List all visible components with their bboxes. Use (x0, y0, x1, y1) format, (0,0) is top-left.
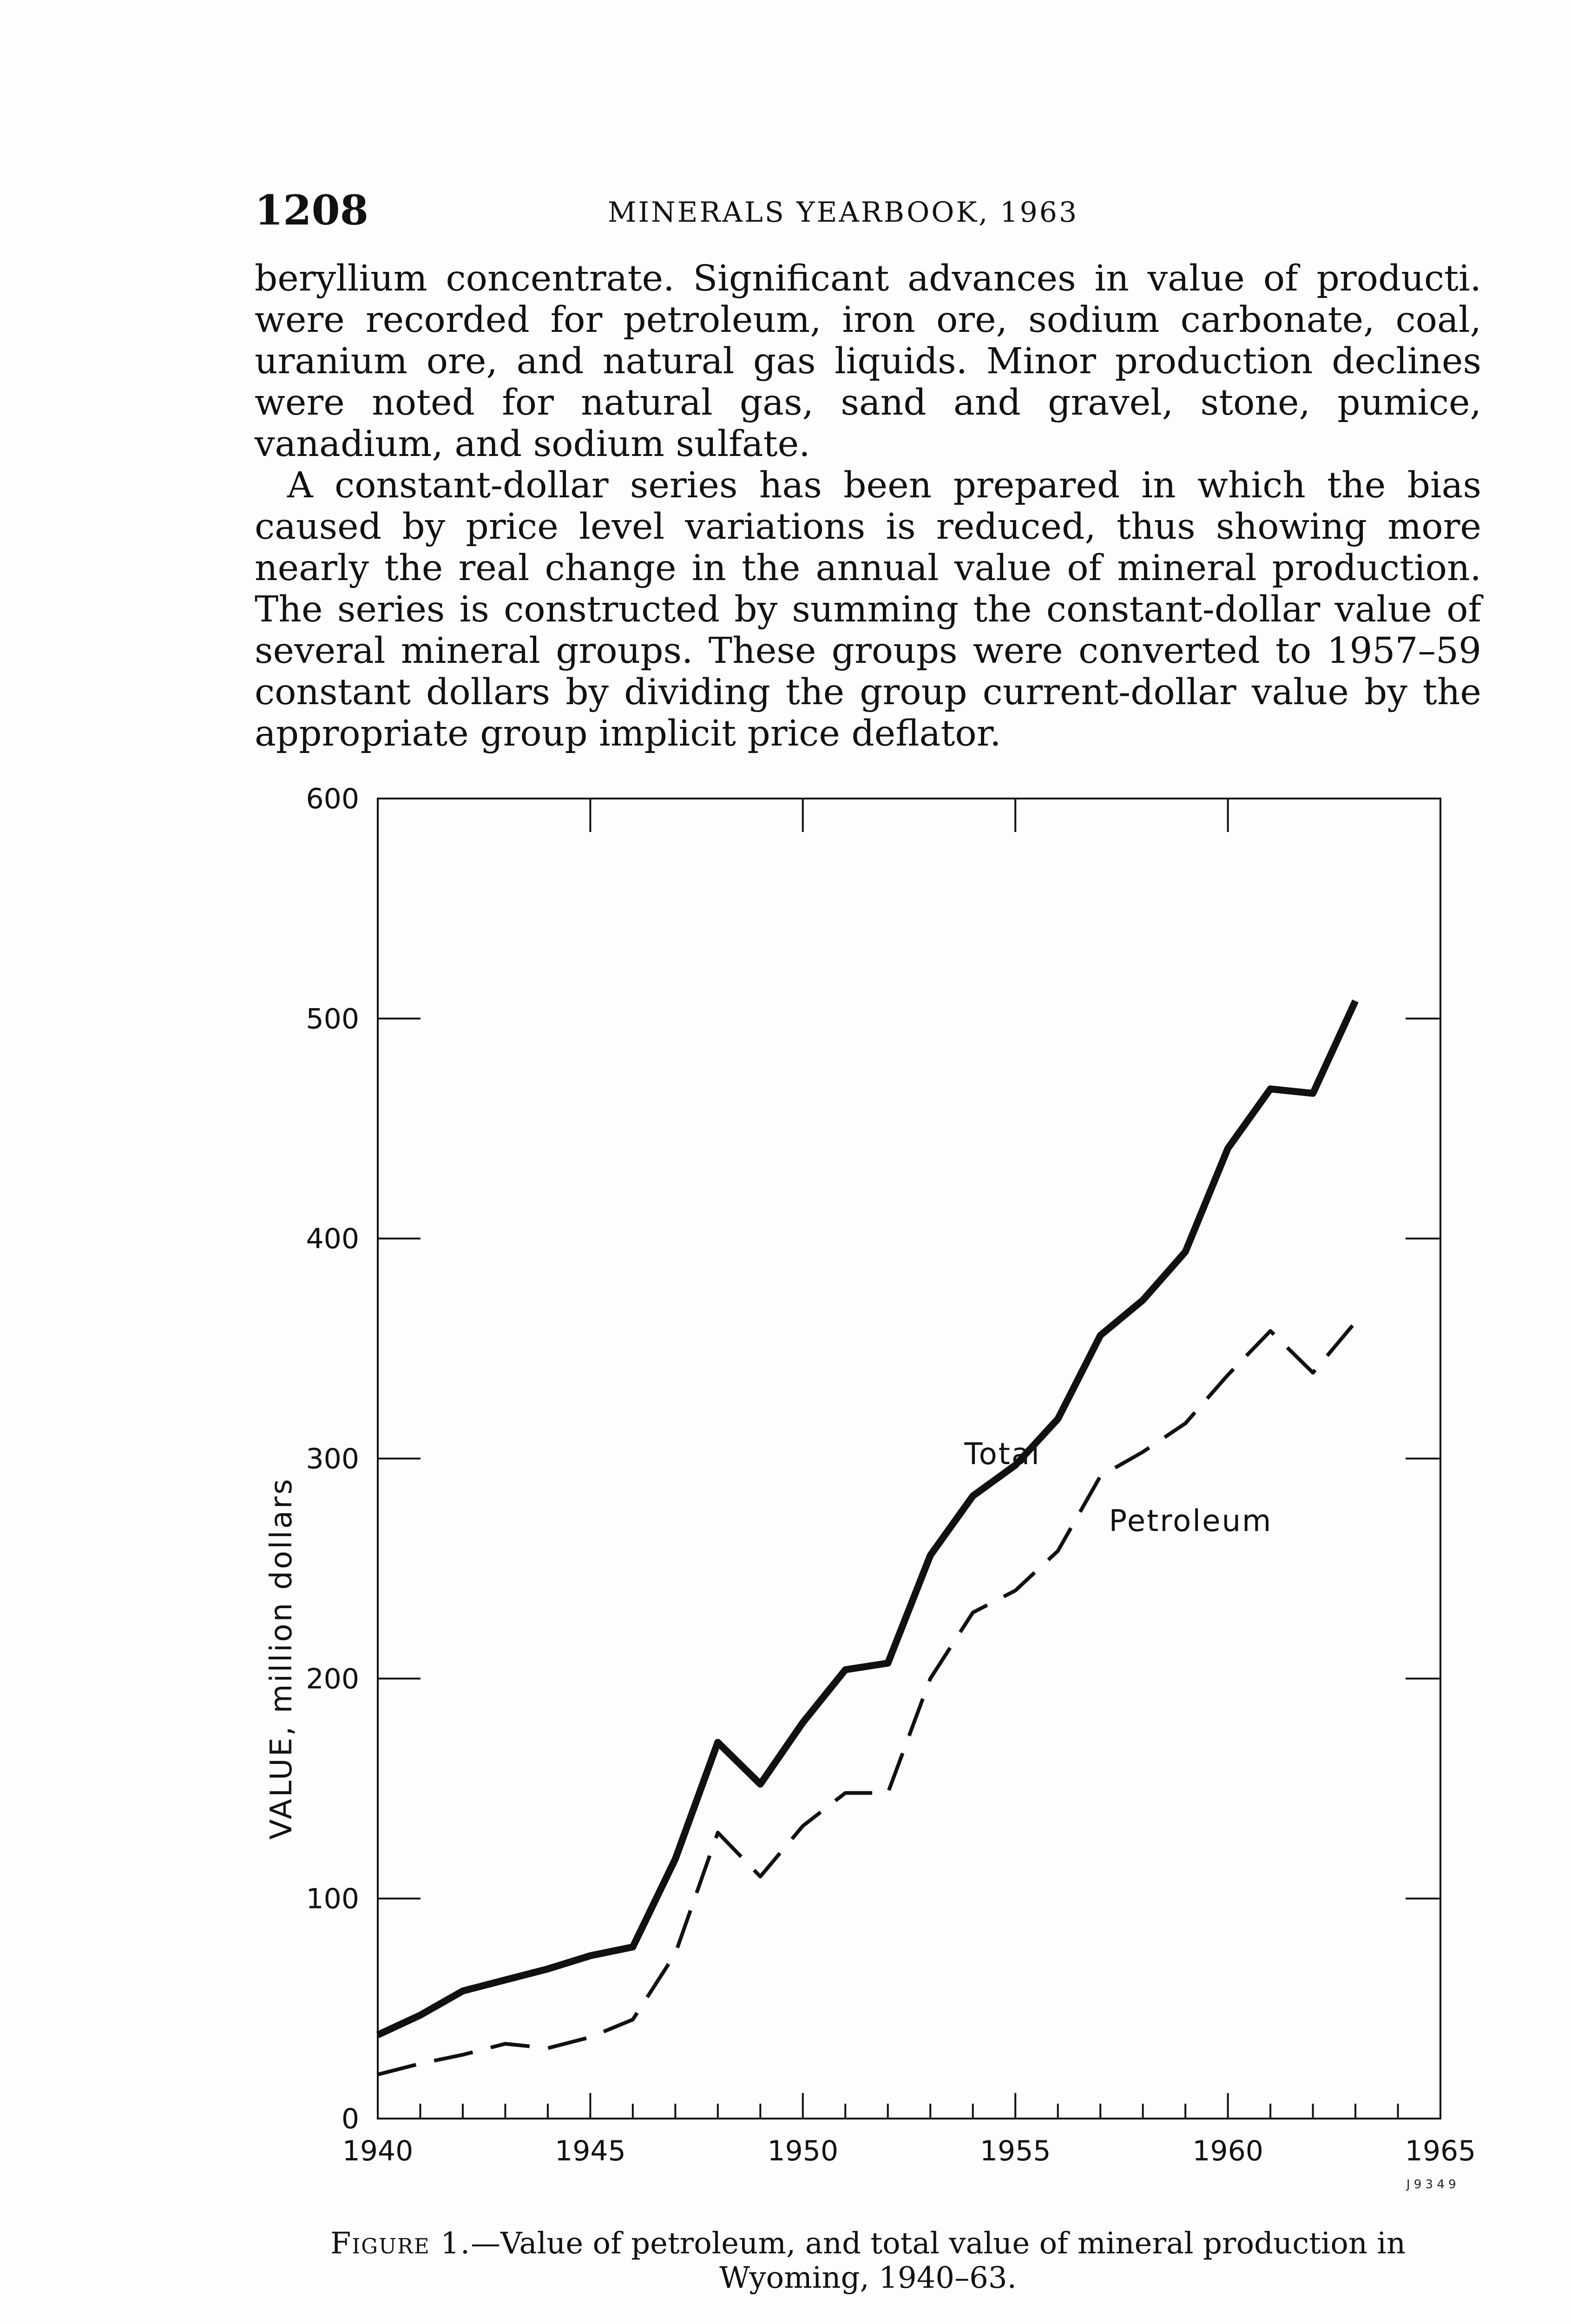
y-tick-label: 500 (306, 1003, 359, 1036)
series-label-total: Total (964, 1437, 1041, 1472)
chart-ticks (378, 799, 1440, 2119)
x-tick-label: 1965 (1405, 2135, 1476, 2167)
figure-caption (255, 2226, 1481, 2295)
x-tick-label: 1955 (979, 2135, 1051, 2167)
y-axis-label: VALUE, million dollars (264, 1477, 299, 1840)
page-number: 1208 (255, 186, 368, 234)
chart-frame (378, 799, 1440, 2119)
y-tick-label: 600 (306, 783, 359, 815)
y-tick-label: 200 (306, 1663, 359, 1696)
x-tick-label: 1940 (342, 2135, 414, 2167)
paragraph: beryllium concentrate. Significant advances in value of producti. were recorded for petroleum, iron ore, sodium carbonate, coal, uranium ore, and natural gas liquids. Minor production declines were noted for natural gas, sand and gravel, stone, pumice, vanadium, and sodium sulfate. (255, 258, 1481, 465)
y-tick-label: 300 (306, 1443, 359, 1475)
y-tick-label: 100 (306, 1882, 359, 1915)
y-tick-label: 400 (306, 1222, 359, 1255)
caption-text: —Value of petroleum, and total value of mineral production in Wyoming, 1940–63. (471, 2226, 1406, 2295)
figure-label: Figure 1. (330, 2226, 471, 2261)
running-title: MINERALS YEARBOOK, 1963 (608, 196, 1079, 229)
paragraph: A constant-dollar series has been prepared in which the bias caused by price level variations is reduced, thus showing more nearly the real change in the annual value of mineral production. The series is constructed by summing the constant-dollar value of several mineral groups. These groups were converted to 1957–59 constant dollars by dividing the group current-dollar value by the appropriate group implicit price deflator. (255, 465, 1481, 754)
chart-labels (264, 783, 1476, 2192)
figure-code: J 9 3 4 9 (1406, 2178, 1456, 2192)
x-tick-label: 1945 (555, 2135, 626, 2167)
series-line-petroleum (378, 1322, 1355, 2075)
y-tick-label: 0 (341, 2103, 359, 2135)
x-tick-label: 1950 (767, 2135, 839, 2167)
series-label-petroleum: Petroleum (1109, 1504, 1273, 1538)
plot-border (378, 799, 1440, 2119)
x-tick-label: 1960 (1192, 2135, 1263, 2167)
